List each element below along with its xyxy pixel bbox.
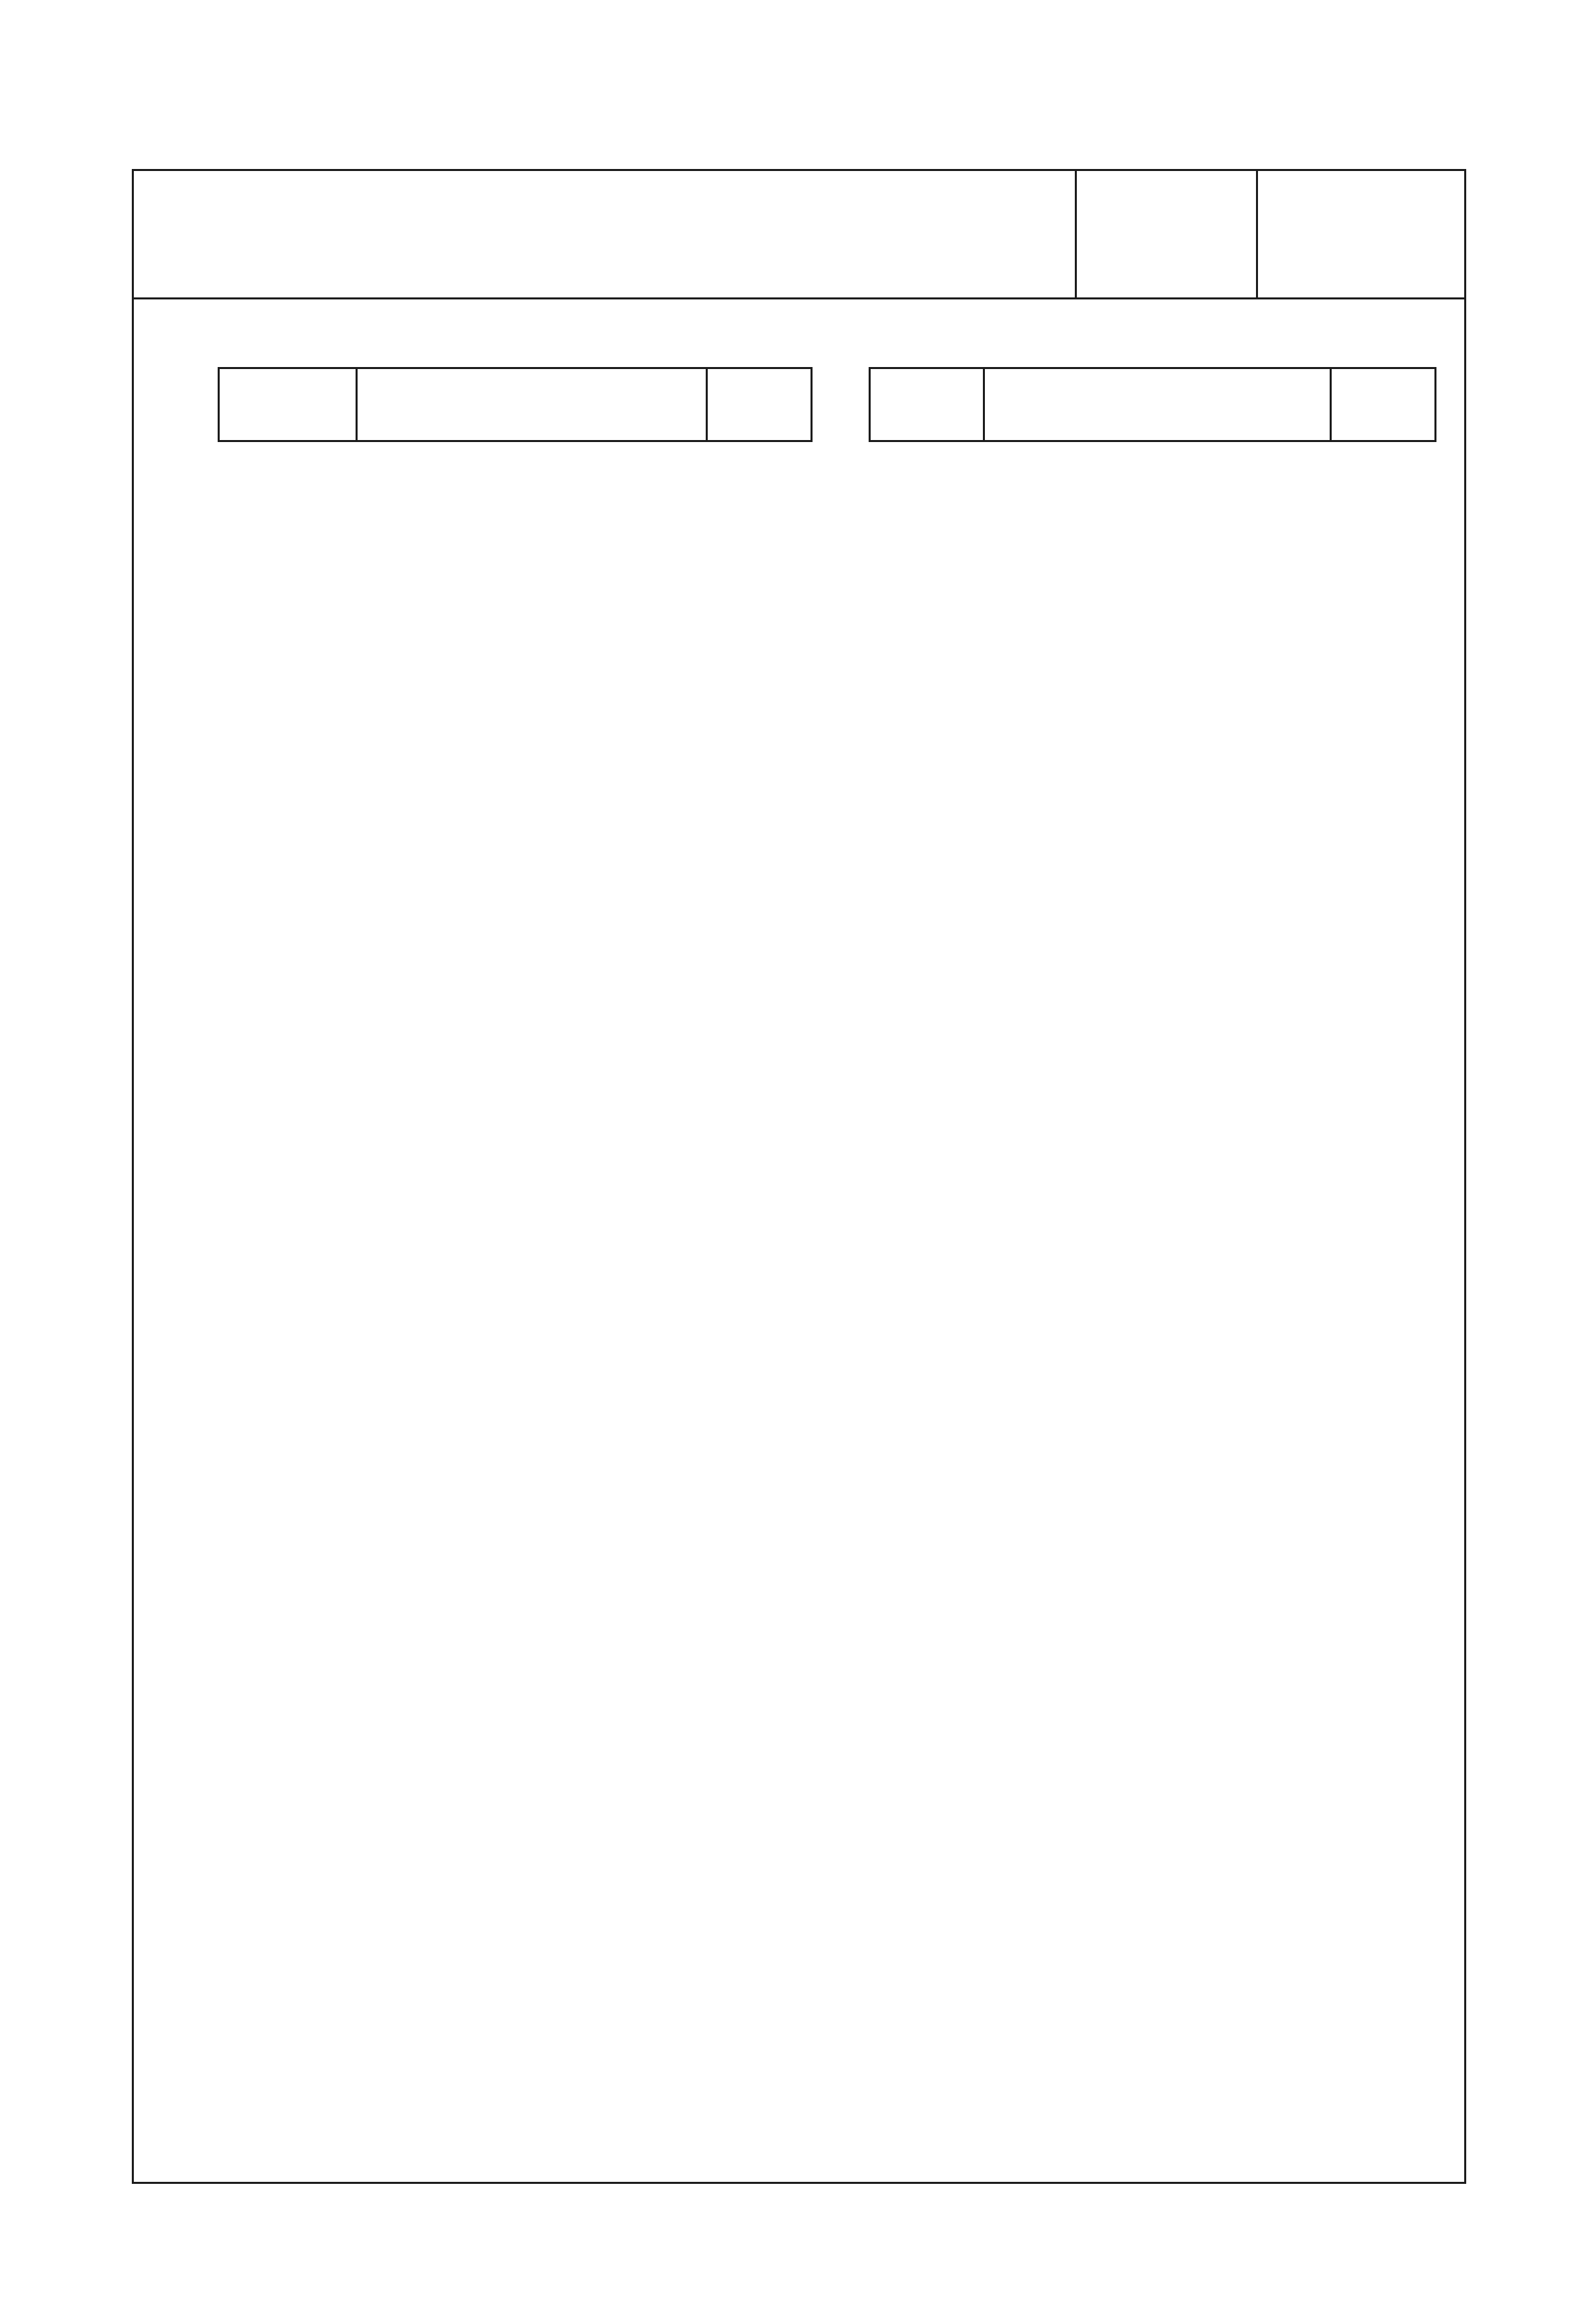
title-block-divider bbox=[132, 297, 1464, 299]
column-header-pos bbox=[870, 368, 984, 441]
title-block-col2-divider bbox=[1256, 169, 1258, 297]
equipment-table-right bbox=[869, 367, 1436, 442]
column-header-name bbox=[984, 368, 1331, 441]
column-header-qty bbox=[1331, 368, 1436, 441]
equipment-table-left bbox=[218, 367, 813, 442]
column-header-qty bbox=[707, 368, 812, 441]
column-header-pos bbox=[219, 368, 357, 441]
column-header-name bbox=[357, 368, 707, 441]
title-block-col1-divider bbox=[1075, 169, 1077, 297]
page-frame bbox=[132, 169, 1466, 2184]
